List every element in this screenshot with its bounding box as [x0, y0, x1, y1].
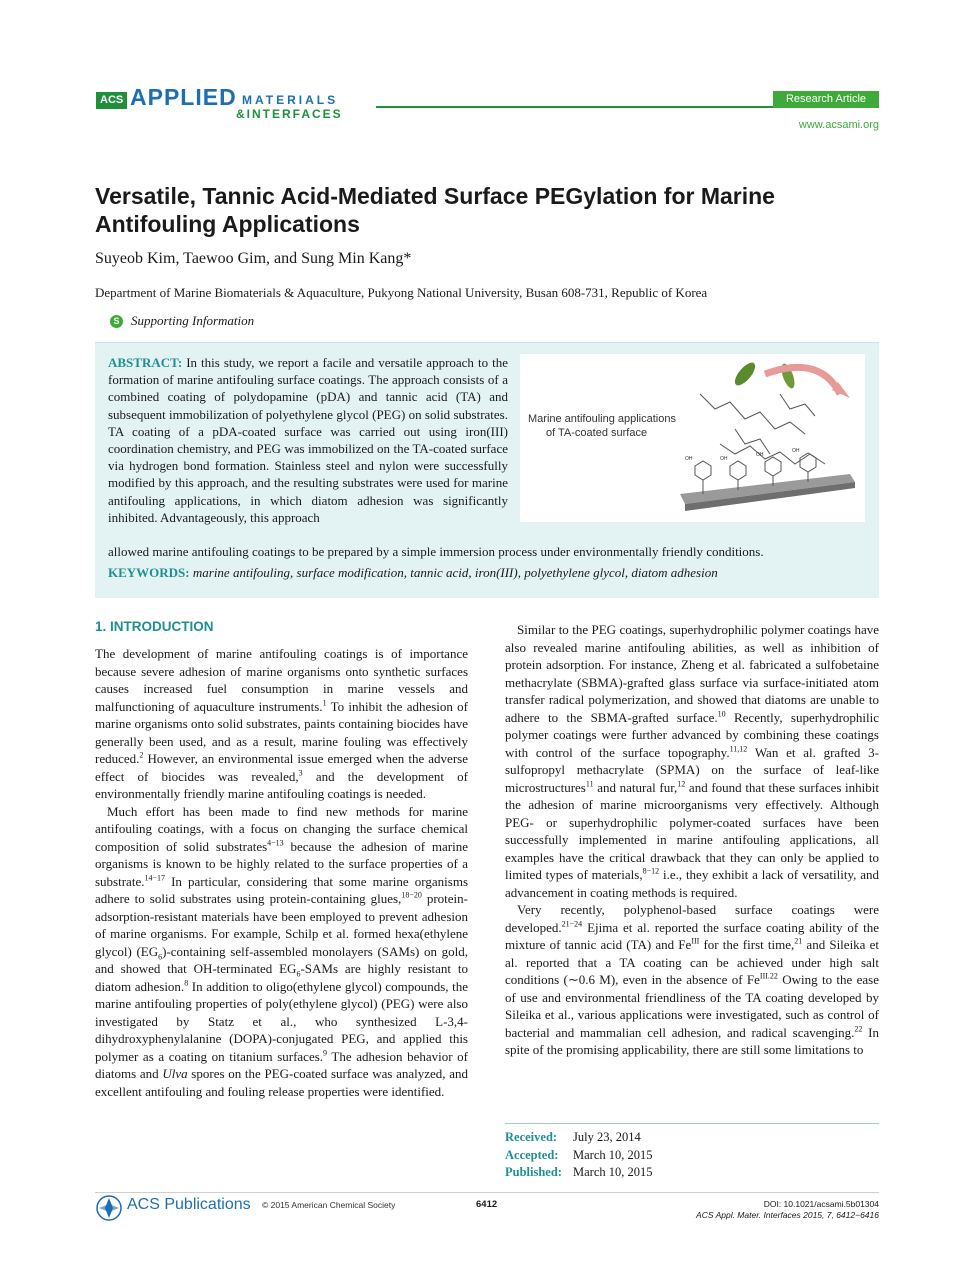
article-title: Versatile, Tannic Acid-Mediated Surface PEGylation for Marine Antifouling Applications [95, 183, 775, 237]
citation-ref[interactable]: 18−20 [401, 890, 422, 900]
paragraph: Very recently, polyphenol-based surface coatings were developed.$^{21-24}$ Ejima et al. reported the surface coating ability of the mixture of tannic acid (TA) and $Fe^{III}$ for the first time,$^{21}$ and Sileika et al. reported that a TA coating can be achieved under high salt conditions (∼0.6 M), even in the absence of $Fe^{III.22}$ Owing to the ease of use and environmental friendliness of the TA coating developed by Sileika et al., various applications were investigated, such as control of bacterial and mammalian cell adhesion, and radical scavenging.$^{22}$ In spite of the promising applicability, there are still some limitations to [505, 902, 879, 1057]
supporting-info-icon[interactable]: S [110, 315, 123, 328]
journal-logo-materials: MATERIALS [242, 93, 339, 107]
citation-ref[interactable]: 8−12 [642, 866, 660, 876]
citation-ref[interactable]: .22 [767, 971, 778, 981]
repel-arrow [765, 367, 840, 394]
journal-logo-acs: ACS [96, 92, 127, 109]
paragraph: The development of marine antifouling coatings is of importance because severe adhesion of marine organisms onto synthetic surfaces causes increased fuel consumption in marine vessels and malfunctioning of aquaculture instruments.$^1$ To inhibit the adhesion of marine organisms onto solid substrates, paints containing biocides have generally been used, and as a result, marine fouling was effectively reduced.$^2$ However, an environmental issue emerged when the adverse effect of biocides was revealed,$^3$ and the development of environmentally friendly marine antifouling coatings is needed. [95, 646, 468, 801]
toc-caption-line1: Marine antifouling applications [528, 413, 676, 425]
citation-ref[interactable]: 9 [323, 1048, 328, 1058]
page-number: 6412 [476, 1199, 498, 1210]
peg-chain-1 [700, 394, 805, 434]
citation-ref[interactable]: 1 [322, 698, 327, 708]
acs-publications-logo-icon[interactable] [95, 1194, 123, 1227]
diatom-1 [731, 359, 758, 388]
citation-ref[interactable]: 22 [854, 1024, 863, 1034]
citation-ref[interactable]: 4−13 [267, 838, 284, 848]
date-published: Published: March 10, 2015 [505, 1165, 653, 1179]
footer-rule [95, 1192, 879, 1193]
supporting-info-link[interactable]: Supporting Information [131, 313, 255, 328]
citation-ref[interactable]: 8 [184, 978, 189, 988]
toc-caption-line2: of TA-coated surface [546, 427, 648, 439]
date-accepted: Accepted: March 10, 2015 [505, 1147, 653, 1162]
article-type-badge: Research Article [773, 91, 879, 108]
paragraph: Much effort has been made to find new methods for marine antifouling coatings, with a focus on changing the surface chemical composition of solid substrates$^{4-13}$ because the adhesion of marine organisms is known to be highly related to the surface properties of a substrate.$^{14-17}$ In particular, considering that some marine organisms adhere to solid substrates using protein-containing glues,$^{18-20}$ protein-adsorption-resistant materials have been employed to prevent adhesion of marine organisms. For example, Schilp et al. formed hexa(ethylene glycol) $(EG_6)$-containing self-assembled monolayers (SAMs) on gold, and showed that OH-terminated $EG_6$-SAMs are highly resistant to diatom adhesion.$^8$ In addition to oligo(ethylene glycol) compounds, the marine antifouling properties of poly(ethylene glycol) (PEG) were also investigated by Statz et al., who synthesized L-3,4-dihydroxyphenylalanine (DOPA)-conjugated PEG, and applied this polymer as a coating on titanium surfaces.$^9$ The adhesion behavior of diatoms and Ulva spores on the PEG-coated surface was analyzed, and excellent antifouling and fouling release properties were identified. [95, 803, 469, 1099]
paragraph: Similar to the PEG coatings, superhydrophilic polymer coatings have also revealed marine antifouling abilities, as well as inhibition of protein adsorption. For instance, Zheng et al. fabricated a sulfobetaine methacrylate (SBMA)-grafted glass surface via surface-initiated atom transfer radical polymerization, and showed that diatoms are unable to adhere to the SBMA-grafted surface.$^{10}$ Recently, superhydrophilic polymer coatings were further advanced by combining these coatings with control of the surface topography.$^{11,12}$ Wan et al. grafted 3-sulfopropyl methacrylate (SPMA) on the surface of leaf-like microstructures$^{11}$ and natural fur,$^{12}$ and found that these surfaces inhibit the adhesion of marine microorganisms very effectively. Although PEG- or superhydrophilic polymer-coated surfaces have been successfully implemented in marine antifouling applications, all examples have the critical drawback that they can only be applied to limited types of materials,$^{8-12}$ i.e., they exhibit a lack of versatility, and advancement in coating methods is required. [505, 622, 880, 900]
citation-ref[interactable]: 14−17 [144, 873, 165, 883]
abstract-continuation: allowed marine antifouling coatings to be prepared by a simple immersion process under environmentally friendly conditions. [108, 544, 764, 559]
oh-label-4: OH [792, 448, 800, 454]
oh-label-1: OH [685, 456, 693, 462]
article-dates [505, 1129, 653, 1182]
keywords-list: marine antifouling, surface modification, tannic acid, iron(III), polyethylene glycol, diatom adhesion [192, 565, 718, 580]
body-column-left [95, 645, 468, 1100]
doi[interactable]: DOI: 10.1021/acsami.5b01304 [763, 1199, 879, 1209]
journal-logo-interfaces: &INTERFACES [236, 107, 343, 121]
copyright: © 2015 American Chemical Society [262, 1200, 396, 1210]
journal-logo-applied: APPLIED [130, 84, 237, 110]
citation-ref[interactable]: 3 [298, 768, 303, 778]
catechol-ring-1 [695, 461, 711, 480]
keywords-line [108, 565, 718, 581]
date-received: Received: July 23, 2014 [505, 1130, 641, 1144]
citation-ref[interactable]: 21 [794, 936, 803, 946]
toc-illustration [520, 354, 865, 522]
citation-ref[interactable]: 21−24 [561, 919, 583, 929]
citation: ACS Appl. Mater. Interfaces 2015, 7, 6412−6416 [696, 1210, 879, 1220]
citation-ref[interactable]: 10 [717, 709, 726, 719]
catechol-ring-3 [765, 457, 781, 476]
abstract-text [108, 354, 508, 526]
citation-ref[interactable]: 11,12 [729, 744, 748, 754]
oh-label-3: OH [756, 452, 764, 458]
catechol-ring-2 [730, 461, 746, 480]
acs-publications-label[interactable]: ACS Publications [127, 1196, 251, 1213]
keywords-label: KEYWORDS: [108, 565, 190, 580]
peg-chain-3 [735, 429, 770, 454]
oh-label-2: OH [720, 456, 728, 462]
citation-ref[interactable]: 2 [139, 750, 144, 760]
dates-rule [505, 1123, 879, 1124]
author-list[interactable]: Suyeob Kim, Taewoo Gim, and Sung Min Kang* [95, 250, 412, 267]
body-column-right [505, 621, 879, 1059]
abstract-body: In this study, we report a facile and versatile approach to the formation of marine antifouling surface coatings. The approach consists of a combined coating of polydopamine (pDA) and tannic acid (TA) and subsequent immobilization of polyethylene glycol (PEG) on solid substrates. TA coating of a pDA-coated surface was carried out using iron(III) coordination chemistry, and PEG was immobilized on the TA-coated surface via hydrogen bond formation. Stainless steel and nylon were successfully modified by this approach, and the resulting substrates were used for marine antifouling applications, in which diatom adhesion was significantly inhibited. Advantageously, this approach [108, 355, 508, 525]
peg-chain-4 [780, 394, 815, 416]
abstract-label: ABSTRACT: [108, 355, 183, 370]
affiliation: Department of Marine Biomaterials & Aquaculture, Pukyong National University, Busan 608-731, Republic of Korea [95, 285, 708, 300]
toc-graphic [520, 354, 865, 522]
citation-ref[interactable]: 12 [677, 779, 686, 789]
journal-url-link[interactable]: www.acsami.org [798, 119, 879, 131]
doi-block [696, 1199, 879, 1221]
section-heading-introduction: 1. INTRODUCTION [95, 619, 214, 634]
citation-ref[interactable]: 11 [585, 779, 594, 789]
